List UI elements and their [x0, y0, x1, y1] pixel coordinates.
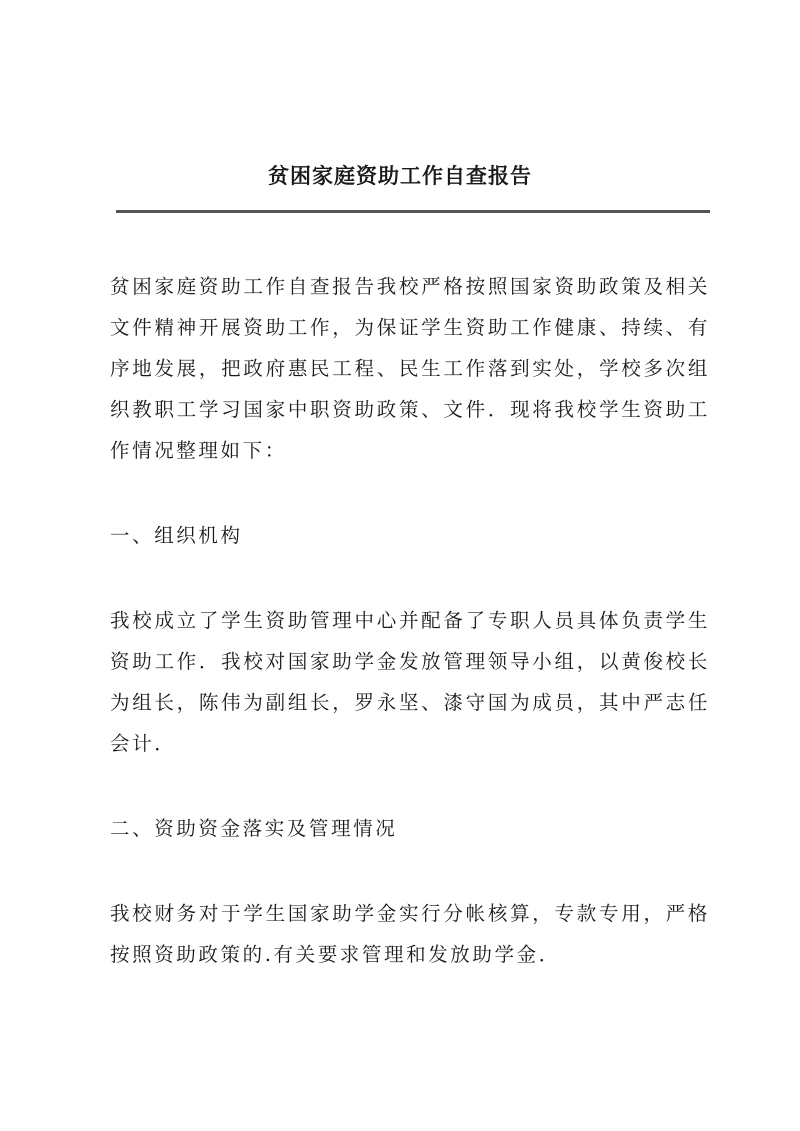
intro-paragraph: 贫困家庭资助工作自查报告我校严格按照国家资助政策及相关文件精神开展资助工作，为保证学生资助工作健康、持续、有序地发展，把政府惠民工程、民生工作落到实处，学校多次组织教职工学习国家中职资助政策、文件．现将我校学生资助工作情况整理如下：: [110, 275, 710, 462]
section-paragraph-organization: 我校成立了学生资助管理中心并配备了专职人员具体负责学生资助工作．我校对国家助学金发放管理领导小组，以黄俊校长为组长，陈伟为副组长，罗永坚、漆守国为成员，其中严志任会计．: [110, 609, 710, 755]
section-heading-funding: 二、资助资金落实及管理情况: [110, 817, 398, 840]
section-heading-organization: 一、组织机构: [110, 524, 243, 547]
title-divider: [116, 210, 710, 213]
document-title: 贫困家庭资助工作自查报告: [268, 163, 532, 188]
section-paragraph-funding: 我校财务对于学生国家助学金实行分帐核算，专款专用，严格按照资助政策的.有关要求管理和发放助学金．: [110, 902, 710, 966]
document-body: [110, 266, 710, 975]
